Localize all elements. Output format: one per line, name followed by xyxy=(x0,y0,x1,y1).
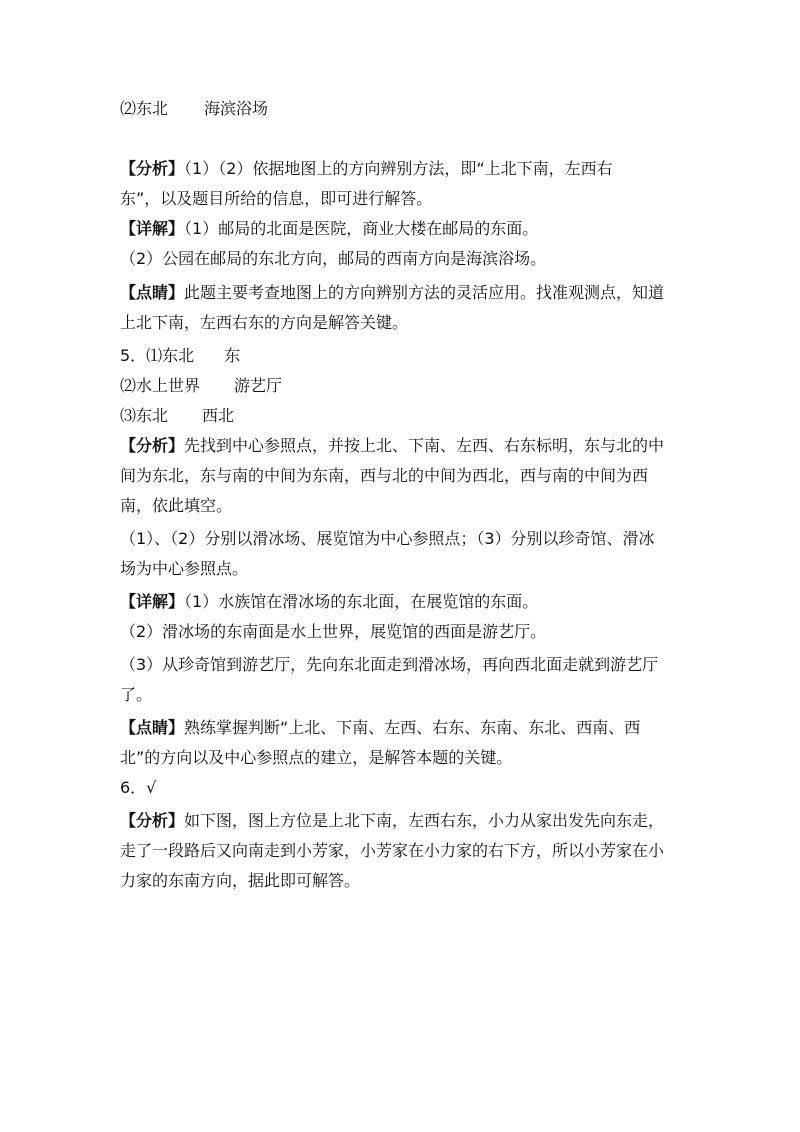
section-tag: 【详解】 xyxy=(120,219,185,238)
line-text: 如下图，图上方位是上北下南，左西右东，小力从家出发先向东走， xyxy=(184,811,665,830)
line-text: 间为东北，东与南的中间为东南，西与北的中间为西北，西与南的中间为西 xyxy=(120,466,649,485)
line-text: 先找到中心参照点，并按上北、下南、左西、右东标明，东与北的中 xyxy=(184,436,665,455)
text-line xyxy=(120,654,658,676)
line-text: （1）、（2）分别以滑冰场、展览馆为中心参照点；（3）分别以珍奇馆、滑冰 xyxy=(120,529,655,548)
section-tag: 【分析】 xyxy=(120,811,185,830)
section-tag: 【详解】 xyxy=(120,592,185,611)
text-line xyxy=(120,465,648,487)
text-line xyxy=(120,870,360,892)
text-line xyxy=(120,591,538,613)
section-tag: 【分析】 xyxy=(120,159,185,178)
text-line xyxy=(120,218,538,240)
text-line xyxy=(120,747,512,769)
section-tag: 【点睛】 xyxy=(120,718,185,737)
text-line xyxy=(120,405,234,427)
text-line xyxy=(120,528,655,550)
line-text: 场为中心参照点。 xyxy=(120,559,249,578)
line-text: 东 xyxy=(224,346,241,365)
line-text: 北”的方向以及中心参照点的建立，是解答本题的关键。 xyxy=(120,748,513,767)
section-tag: 【点睛】 xyxy=(120,283,185,302)
line-text: 力家的东南方向，据此即可解答。 xyxy=(120,871,361,890)
text-line xyxy=(120,435,664,457)
line-text: 走了一段路后又向南走到小芳家，小芳家在小力家的右下方，所以小芳家在小 xyxy=(120,841,665,860)
line-text: 南，依此填空。 xyxy=(120,496,233,515)
text-line xyxy=(120,188,432,210)
text-line xyxy=(120,495,232,517)
line-text: 西北 xyxy=(202,406,235,425)
line-text: 游艺厅 xyxy=(234,376,283,395)
line-text: （2）滑冰场的东南面是水上世界，展览馆的西面是游艺厅。 xyxy=(120,622,547,641)
line-text: ⑵水上世界 xyxy=(120,376,201,395)
line-text: 海滨浴场 xyxy=(204,99,269,118)
text-line xyxy=(120,777,156,799)
text-line xyxy=(120,717,640,739)
text-line xyxy=(120,684,152,706)
text-line xyxy=(120,375,282,397)
line-text: 了。 xyxy=(120,685,153,704)
line-text: 此题主要考查地图上的方向辨别方法的灵活应用。找准观测点，知道 xyxy=(184,283,665,302)
text-line xyxy=(120,248,546,270)
text-line xyxy=(120,621,546,643)
line-text: （3）从珍奇馆到游艺厅，先向东北面走到滑冰场，再向西北面走就到游艺厅 xyxy=(120,655,659,674)
text-line xyxy=(120,810,664,832)
line-text: （1）邮局的北面是医院，商业大楼在邮局的东面。 xyxy=(184,219,539,238)
text-line xyxy=(120,158,613,180)
line-text: ⑵东北 xyxy=(120,99,169,118)
line-text: 5．⑴东北 xyxy=(120,346,195,365)
line-text: 上北下南，左西右东的方向是解答关键。 xyxy=(120,313,409,332)
text-line xyxy=(120,345,240,367)
text-line xyxy=(120,840,664,862)
line-text: 东”，以及题目所给的信息，即可进行解答。 xyxy=(120,189,433,208)
line-text: （1）（2）依据地图上的方向辨别方法，即“上北下南，左西右 xyxy=(184,159,613,178)
line-text: （2）公园在邮局的东北方向，邮局的西南方向是海滨浴场。 xyxy=(120,249,547,268)
line-text: ⑶东北 xyxy=(120,406,169,425)
line-text: 熟练掌握判断“上北、下南、左西、右东、东南、东北、西南、西 xyxy=(184,718,641,737)
section-tag: 【分析】 xyxy=(120,436,185,455)
text-line xyxy=(120,312,408,334)
line-text: （1）水族馆在滑冰场的东北面，在展览馆的东面。 xyxy=(184,592,539,611)
line-text: 6．√ xyxy=(120,778,157,797)
text-line xyxy=(120,282,664,304)
text-line xyxy=(120,558,248,580)
text-line xyxy=(120,98,268,120)
